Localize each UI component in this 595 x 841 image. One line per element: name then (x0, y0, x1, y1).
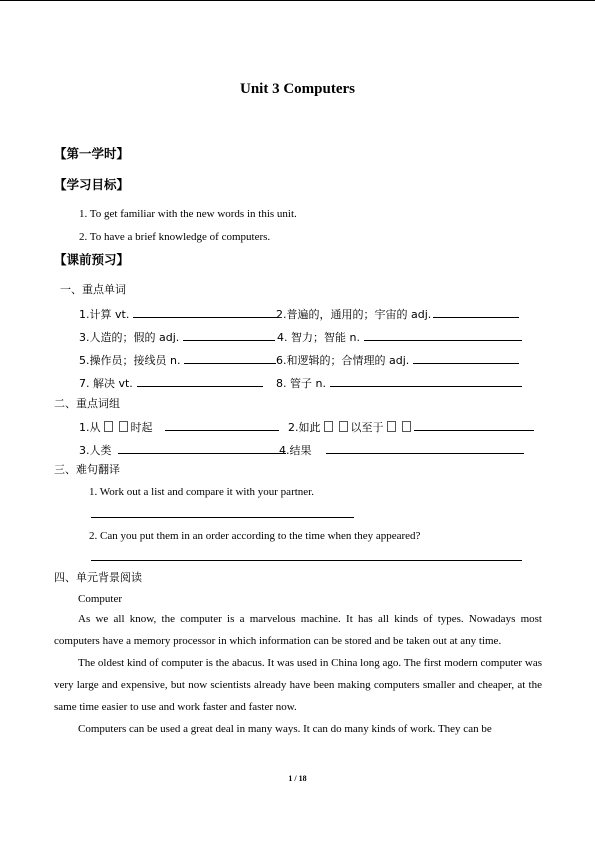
word-1-label: 1.计算 vt. (79, 308, 130, 321)
phrase-2-label-b: 以至于 (350, 421, 384, 434)
word-6-blank[interactable] (413, 352, 519, 364)
page-number: 1 / 18 (288, 774, 307, 783)
phrase-1-blank[interactable] (165, 419, 279, 431)
section-reading: 四、单元背景阅读 (54, 571, 142, 584)
word-4 (277, 329, 522, 344)
word-5-blank[interactable] (184, 352, 276, 364)
phrase-2 (288, 419, 534, 434)
placeholder-box-icon (387, 421, 396, 432)
word-8-label: 8. 管子 n. (276, 377, 326, 390)
phrase-2-blank[interactable] (414, 419, 534, 431)
word-6-label: 6.和逻辑的；合情理的 adj. (276, 354, 410, 367)
placeholder-box-icon (119, 421, 128, 432)
phrase-1 (79, 419, 279, 434)
phrase-3 (79, 442, 286, 457)
goal-item: 1. To get familiar with the new words in this unit. (79, 208, 297, 220)
sentence-2: 2. Can you put them in an order according to the time when they appeared? (89, 530, 421, 542)
placeholder-box-icon (402, 421, 411, 432)
word-6 (276, 352, 519, 367)
word-1 (79, 306, 277, 321)
page-title: Unit 3 Computers (240, 81, 355, 97)
section-translation: 三、难句翻译 (54, 463, 120, 476)
word-1-blank[interactable] (133, 306, 277, 318)
word-4-label: 4. 智力；智能 n. (277, 331, 360, 344)
goal-item: 2. To have a brief knowledge of computers. (79, 231, 271, 243)
section-key-words: 一、重点单词 (60, 283, 126, 296)
phrase-4-blank[interactable] (326, 442, 524, 454)
word-8-blank[interactable] (330, 375, 522, 387)
reading-passage (54, 608, 542, 740)
word-2-label: 2.普遍的，通用的；宇宙的 adj. (276, 308, 432, 321)
phrase-4-label: 4.结果 (279, 444, 312, 457)
placeholder-box-icon (339, 421, 348, 432)
word-4-blank[interactable] (364, 329, 522, 341)
sentence-1-answer-line[interactable] (91, 517, 354, 518)
placeholder-box-icon (324, 421, 333, 432)
phrase-1-label-b: 时起 (130, 421, 153, 434)
lesson-heading: 【第一学时】 (54, 146, 130, 161)
word-8 (276, 375, 522, 390)
word-7 (79, 375, 263, 390)
section-key-phrases: 二、重点词组 (54, 397, 120, 410)
sentence-2-answer-line[interactable] (91, 560, 522, 561)
word-7-label: 7. 解决 vt. (79, 377, 133, 390)
reading-paragraph: Computers can be used a great deal in many ways. It can do many kinds of work. They can be (78, 723, 492, 735)
reading-title: Computer (78, 593, 122, 605)
top-rule (0, 0, 595, 1)
word-5 (79, 352, 276, 367)
phrase-2-label-a: 2.如此 (288, 421, 321, 434)
phrase-3-label: 3.人类 (79, 444, 112, 457)
placeholder-box-icon (104, 421, 113, 432)
word-3-label: 3.人造的；假的 adj. (79, 331, 180, 344)
sentence-1: 1. Work out a list and compare it with your partner. (89, 486, 314, 498)
word-2 (276, 306, 519, 321)
preview-heading: 【课前预习】 (54, 252, 130, 267)
word-3 (79, 329, 275, 344)
reading-paragraph: As we all know, the computer is a marvelous machine. It has all kinds of types. Nowadays most computers have a memory processor in which information can be stored and be taken out at any time. (54, 613, 542, 647)
phrase-4 (279, 442, 524, 457)
word-3-blank[interactable] (183, 329, 275, 341)
phrase-1-label-a: 1.从 (79, 421, 101, 434)
reading-paragraph: The oldest kind of computer is the abacus. It was used in China long ago. The first modern computer was very large and expensive, but now scientists already have been making computers smaller and cheaper, at the same time easier to use and work faster and faster now. (54, 657, 542, 713)
goals-heading: 【学习目标】 (54, 177, 130, 192)
phrase-3-blank[interactable] (118, 442, 286, 454)
word-5-label: 5.操作员；接线员 n. (79, 354, 181, 367)
word-7-blank[interactable] (137, 375, 263, 387)
word-2-blank[interactable] (433, 306, 519, 318)
